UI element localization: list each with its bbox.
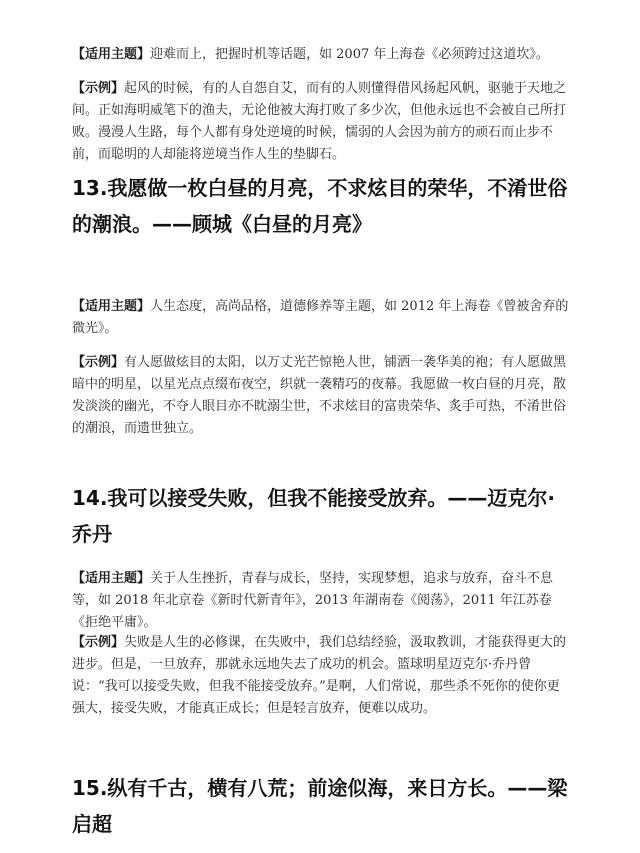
quote-heading-14: 14.我可以接受失败，但我不能接受放弃。——迈克尔·乔丹 — [72, 486, 556, 546]
theme-tag: 【适用主题】 — [72, 299, 151, 314]
example-paragraph-13 — [72, 352, 572, 440]
example-paragraph-14 — [72, 632, 572, 720]
theme-text: 迎难而上，把握时机等话题，如 2007 年上海卷《必须跨过这道坎》。 — [150, 47, 549, 62]
example-text: 起风的时候，有的人自怨自艾，而有的人则懂得借风扬起风帆，驱驰于天地之间。正如海明威笔下的渔夫，无论他被大海打败了多少次，但他永远也不会被自己所打败。漫漫人生路，每个人都有身处逆境的时候，懦弱的人会因为前方的顽石而止步不前，而聪明的人却能将逆境当作人生的垫脚石。 — [72, 81, 567, 162]
theme-text: 人生态度，高尚品格，道德修养等主题，如 2012 年上海卷《曾被舍弃的微光》。 — [72, 299, 569, 336]
example-paragraph-12 — [72, 78, 572, 166]
example-text: 有人愿做炫目的太阳，以万丈光芒惊艳人世，铺洒一袭华美的袍；有人愿做黑暗中的明星，以星光点点缀布夜空，织就一袭精巧的夜幕。我愿做一枚白昼的月亮，散发淡淡的幽光，不夺人眼目亦不眈溺尘世，不求炫目的富贵荣华、炙手可热，不淆世俗的潮浪，而遗世独立。 — [72, 355, 567, 436]
example-text: 失败是人生的必修课，在失败中，我们总结经验，汲取教训，才能获得更大的进步。但是，一旦放弃，那就永远地失去了成功的机会。篮球明星迈克尔·乔丹曾说：“我可以接受失败，但我不能接受放弃。”是啊，人们常说，那些杀不死你的使你更强大，接受失败，才能真正成长；但是轻言放弃，便难以成功。 — [72, 635, 567, 716]
theme-paragraph-12 — [72, 44, 572, 66]
theme-tag: 【适用主题】 — [72, 571, 151, 586]
theme-paragraph-14 — [72, 568, 572, 634]
example-tag: 【示例】 — [72, 81, 125, 96]
quote-heading-15: 15.纵有千古，横有八荒；前途似海，来日方长。——梁启超 — [72, 776, 568, 836]
example-tag: 【示例】 — [72, 635, 125, 650]
example-tag: 【示例】 — [72, 355, 125, 370]
theme-tag: 【适用主题】 — [72, 47, 151, 62]
quote-heading-13: 13.我愿做一枚白昼的月亮，不求炫目的荣华，不淆世俗的潮浪。——顾城《白昼的月亮》 — [72, 176, 568, 236]
theme-paragraph-13 — [72, 296, 572, 340]
theme-text: 关于人生挫折，青春与成长，坚持，实现梦想，追求与放弃，奋斗不息等，如 2018 年北京卷《新时代新青年》，2013 年湖南卷《阅荡》，2011 年江苏卷《拒绝平庸》。 — [72, 571, 554, 630]
